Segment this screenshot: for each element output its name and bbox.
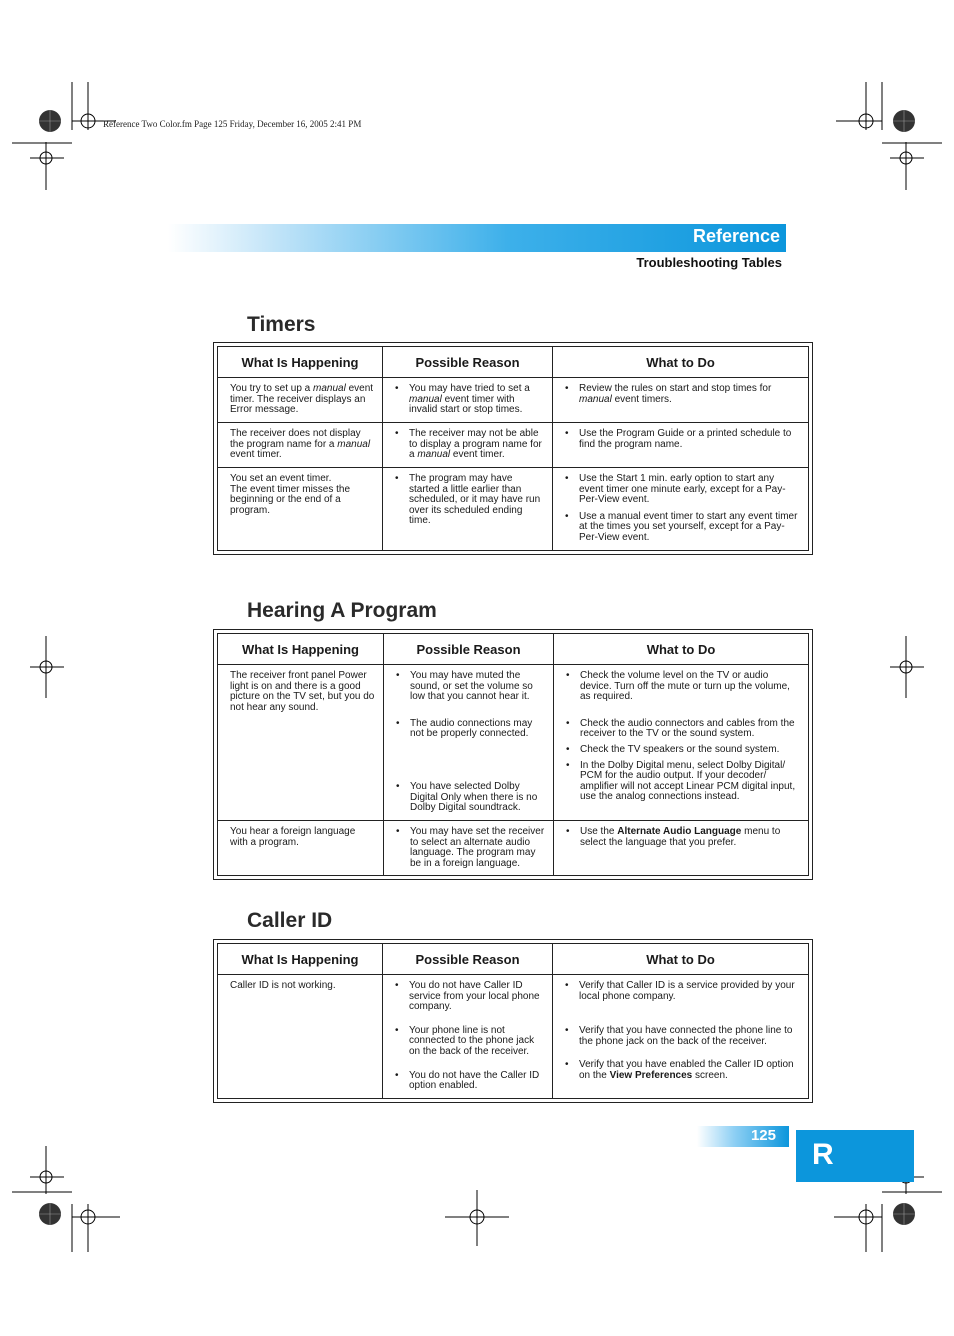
list-item: • Verify that you have enabled the Caller ID option on the View Preferences screen. (565, 1060, 800, 1081)
todo-cell (553, 468, 809, 551)
happening-cell: You try to set up a manual event timer. The receiver displays an Error message. (218, 378, 383, 423)
column-header: Possible Reason (384, 634, 554, 665)
happening-cell: Caller ID is not working. (218, 975, 383, 1099)
happening-cell: The receiver does not display the program name for a manual event timer. (218, 423, 383, 468)
reason-cell (383, 975, 553, 1099)
column-header: What Is Happening (218, 347, 383, 378)
list-item: • Your phone line is not connected to the phone jack on the back of the receiver. (395, 1026, 544, 1058)
happening-cell: The receiver front panel Power light is on and there is a good picture on the TV set, but you do not hear any sound. (218, 665, 384, 821)
list-item: • The audio connections may not be properly connected. (396, 719, 545, 740)
list-item: • Use the Start 1 min. early option to start any event timer one minute early, except for a Pay-Per-View event. (565, 474, 800, 506)
section-title: Reference (692, 226, 780, 246)
caller-id-heading: Caller ID (247, 909, 333, 932)
list-item: • The program may have started a little earlier than scheduled, or it may have run over its scheduled ending time. (395, 474, 544, 527)
timers-heading: Timers (247, 313, 316, 336)
timers-table (213, 342, 813, 555)
hearing-table (213, 629, 813, 880)
list-item: • You have selected Dolby Digital Only when there is no Dolby Digital soundtrack. (396, 782, 545, 814)
table-row (218, 423, 809, 468)
column-header: What to Do (553, 347, 809, 378)
list-item: • You do not have the Caller ID option enabled. (395, 1071, 544, 1092)
todo-cell (554, 665, 809, 821)
section-header-bar (168, 224, 786, 252)
reason-cell (384, 665, 554, 821)
list-item: • Review the rules on start and stop times for manual event timers. (565, 384, 800, 405)
list-item: • Check the audio connectors and cables from the receiver to the TV or the sound system. (566, 719, 800, 740)
list-item: • Use the Alternate Audio Language menu to select the language that you prefer. (566, 827, 800, 848)
todo-cell (553, 975, 809, 1099)
happening-cell: You hear a foreign language with a program. (218, 821, 384, 876)
chapter-tab-letter: R (812, 1138, 834, 1171)
table-row (218, 378, 809, 423)
column-header: What to Do (553, 944, 809, 975)
table-row (218, 665, 809, 821)
happening-cell: You set an event timer. The event timer misses the beginning or the end of a program. (218, 468, 383, 551)
table-row (218, 975, 809, 1099)
list-item: • Verify that Caller ID is a service provided by your local phone company. (565, 981, 800, 1002)
reason-cell (383, 378, 553, 423)
list-item: • Use a manual event timer to start any event timer at the times you set yourself, except for a Pay-Per-View event. (565, 512, 800, 544)
table-row (218, 468, 809, 551)
table-header-row (218, 944, 809, 975)
list-item: • Verify that you have connected the phone line to the phone jack on the back of the receiver. (565, 1026, 800, 1047)
chapter-tab (796, 1130, 914, 1182)
page-number: 125 (750, 1127, 776, 1144)
reason-cell (383, 468, 553, 551)
table-row (218, 821, 809, 876)
column-header: Possible Reason (383, 347, 553, 378)
caller-id-table (213, 939, 813, 1103)
list-item: • In the Dolby Digital menu, select Dolby Digital/ PCM for the audio output. If your decoder/ amplifier will not accept Linear PCM digital input, use the analog connections instead. (566, 761, 800, 803)
column-header: What to Do (554, 634, 809, 665)
hearing-heading: Hearing A Program (247, 599, 437, 622)
todo-cell (553, 378, 809, 423)
reason-cell (384, 821, 554, 876)
list-item: • Check the volume level on the TV or audio device. Turn off the mute or turn up the volume, as required. (566, 671, 800, 703)
list-item: • You may have muted the sound, or set the volume so low that you cannot hear it. (396, 671, 545, 703)
list-item: • Use the Program Guide or a printed schedule to find the program name. (565, 429, 800, 450)
page-number-bar (697, 1126, 789, 1147)
table-header-row (218, 347, 809, 378)
frame-file-info: Reference Two Color.fm Page 125 Friday, December 16, 2005 2:41 PM (103, 119, 362, 129)
list-item: • Check the TV speakers or the sound system. (566, 745, 800, 756)
list-item: • You do not have Caller ID service from your local phone company. (395, 981, 544, 1013)
column-header: Possible Reason (383, 944, 553, 975)
todo-cell (554, 821, 809, 876)
list-item: • The receiver may not be able to display a program name for a manual event timer. (395, 429, 544, 461)
reason-cell (383, 423, 553, 468)
todo-cell (553, 423, 809, 468)
column-header: What Is Happening (218, 634, 384, 665)
table-header-row (218, 634, 809, 665)
list-item: • You may have set the receiver to select an alternate audio language. The program may be in a foreign language. (396, 827, 545, 869)
subsection-title: Troubleshooting Tables (636, 255, 782, 270)
column-header: What Is Happening (218, 944, 383, 975)
list-item: • You may have tried to set a manual event timer with invalid start or stop times. (395, 384, 544, 416)
